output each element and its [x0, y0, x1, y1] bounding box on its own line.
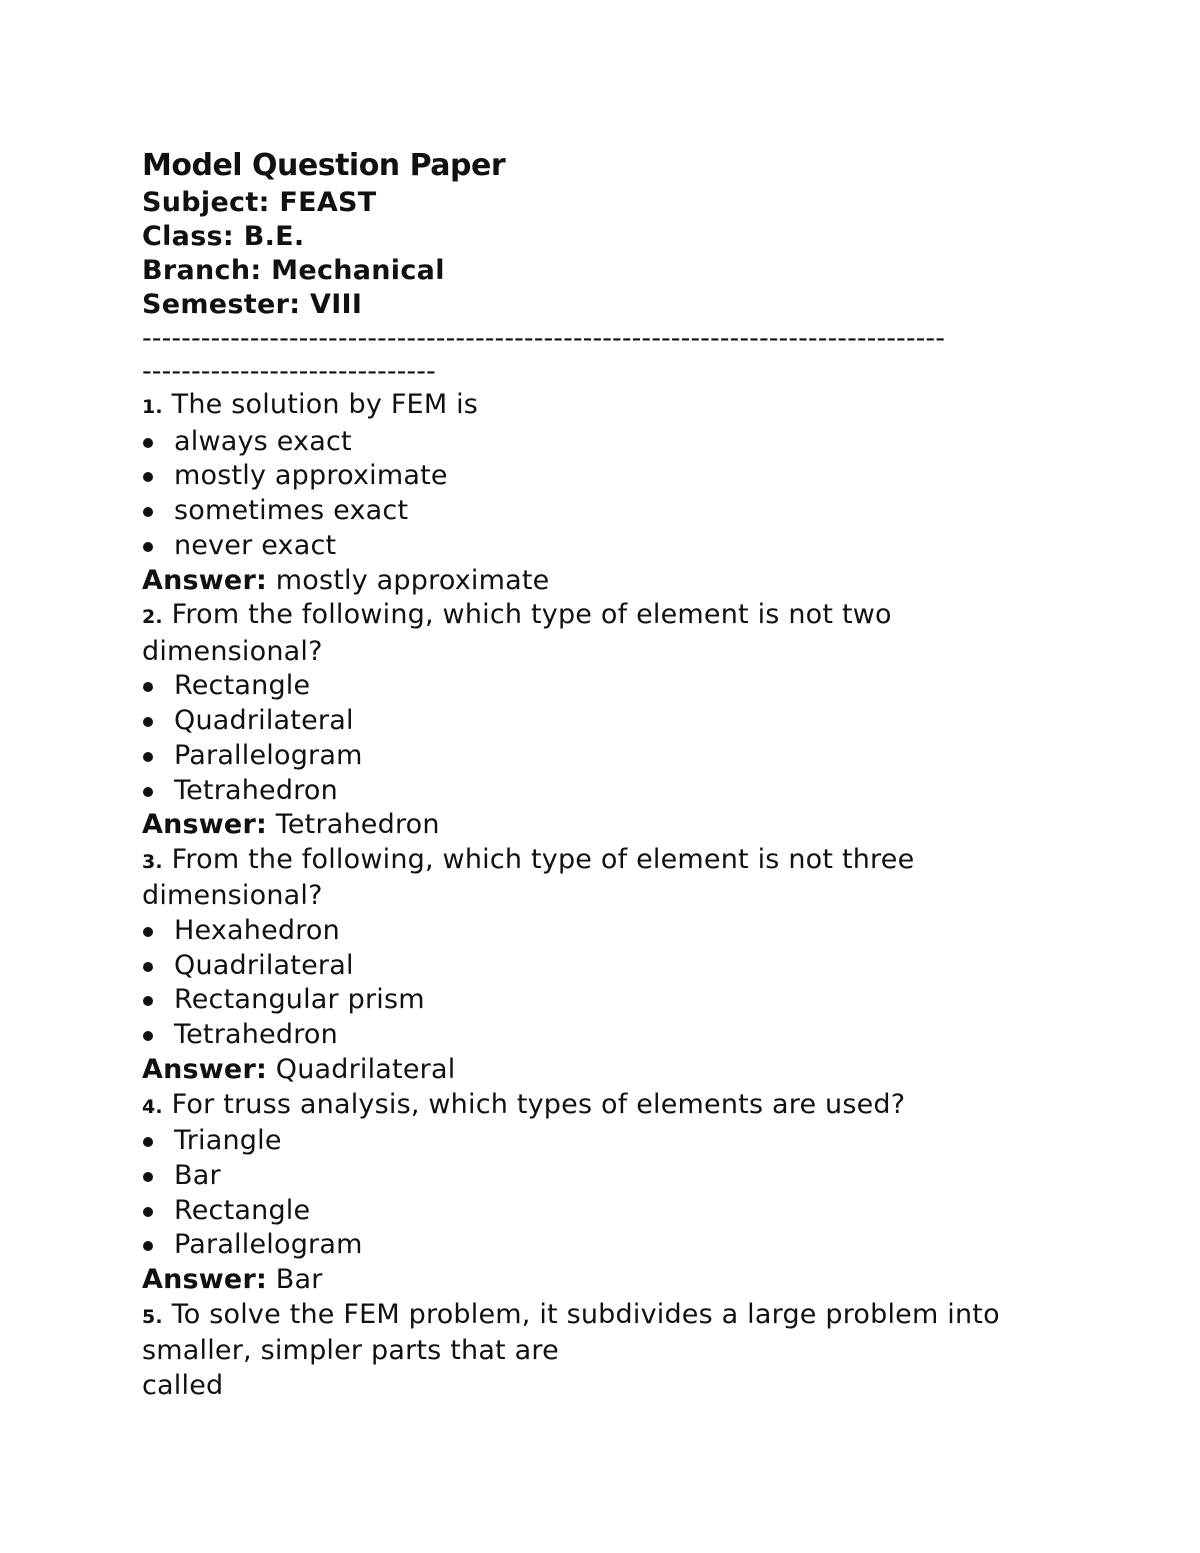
bullet-icon — [143, 472, 153, 482]
option-list — [142, 1124, 1072, 1263]
option-item: Rectangle — [142, 1194, 1072, 1229]
bullet-icon — [143, 1137, 153, 1147]
answer-line — [142, 1053, 1072, 1088]
question-number: 1. — [142, 396, 163, 418]
question-text: 3. From the following, which type of element is not three dimensional? — [142, 843, 915, 912]
bullet-icon — [143, 717, 153, 727]
question-block — [142, 843, 1072, 1088]
answer-value: Quadrilateral — [266, 1054, 456, 1086]
option-item: Quadrilateral — [142, 704, 1072, 739]
question-paper-page — [142, 146, 1072, 1403]
option-item: Parallelogram — [142, 739, 1072, 774]
bullet-icon — [143, 787, 153, 797]
option-item: never exact — [142, 529, 1072, 564]
bullet-icon — [143, 996, 153, 1006]
bullet-icon — [143, 507, 153, 517]
semester-line: Semester: VIII — [142, 289, 363, 320]
answer-line — [142, 1263, 1072, 1298]
option-item: Triangle — [142, 1124, 1072, 1159]
answer-label: Answer: — [142, 1054, 267, 1086]
bullet-icon — [143, 1241, 153, 1251]
option-item: Tetrahedron — [142, 774, 1072, 809]
option-list — [142, 669, 1072, 808]
bullet-icon — [143, 927, 153, 937]
bullet-icon — [143, 542, 153, 552]
bullet-icon — [143, 752, 153, 762]
option-item: Hexahedron — [142, 914, 1072, 949]
question-text-continued: called — [142, 1369, 224, 1401]
separator-rule-continued: ------------------------------ — [142, 356, 436, 387]
answer-value: Bar — [266, 1264, 323, 1296]
option-item: Tetrahedron — [142, 1018, 1072, 1053]
question-text: 5. To solve the FEM problem, it subdivides a large problem into smaller, simpler parts that are — [142, 1298, 1000, 1367]
class-line: Class: B.E. — [142, 221, 305, 252]
option-item: mostly approximate — [142, 459, 1072, 494]
bullet-icon — [143, 1031, 153, 1041]
question-text: 2. From the following, which type of element is not two dimensional? — [142, 599, 892, 667]
question-number: 4. — [142, 1095, 163, 1118]
question-text: 4. For truss analysis, which types of elements are used? — [142, 1088, 906, 1120]
answer-value: Tetrahedron — [266, 809, 440, 841]
option-item: Parallelogram — [142, 1228, 1072, 1263]
option-item: always exact — [142, 425, 1072, 460]
question-text: 1. The solution by FEM is — [142, 389, 479, 420]
question-number: 2. — [142, 606, 163, 629]
option-item: sometimes exact — [142, 494, 1072, 529]
subject-line: Subject: FEAST — [142, 187, 377, 218]
question-number: 3. — [142, 850, 163, 873]
question-block — [142, 598, 1072, 843]
bullet-icon — [143, 438, 153, 448]
option-item: Rectangular prism — [142, 983, 1072, 1018]
page-title: Model Question Paper — [142, 148, 506, 183]
answer-value: mostly approximate — [266, 564, 550, 596]
bullet-icon — [143, 962, 153, 972]
question-block — [142, 388, 1072, 598]
answer-line — [142, 808, 1072, 843]
option-item: Quadrilateral — [142, 949, 1072, 984]
bullet-icon — [143, 1207, 153, 1217]
option-list — [142, 914, 1072, 1053]
option-list — [142, 425, 1072, 564]
question-block — [142, 1298, 1072, 1404]
option-item: Rectangle — [142, 669, 1072, 704]
answer-label: Answer: — [142, 1264, 267, 1296]
branch-line: Branch: Mechanical — [142, 255, 445, 286]
separator-rule: ---------------------------------------------------------------------------------- — [142, 323, 945, 354]
question-block — [142, 1088, 1072, 1298]
answer-label: Answer: — [142, 809, 267, 841]
option-item: Bar — [142, 1159, 1072, 1194]
bullet-icon — [143, 1172, 153, 1182]
answer-label: Answer: — [142, 564, 267, 596]
answer-line — [142, 564, 1072, 599]
question-number: 5. — [142, 1305, 163, 1328]
bullet-icon — [143, 682, 153, 692]
